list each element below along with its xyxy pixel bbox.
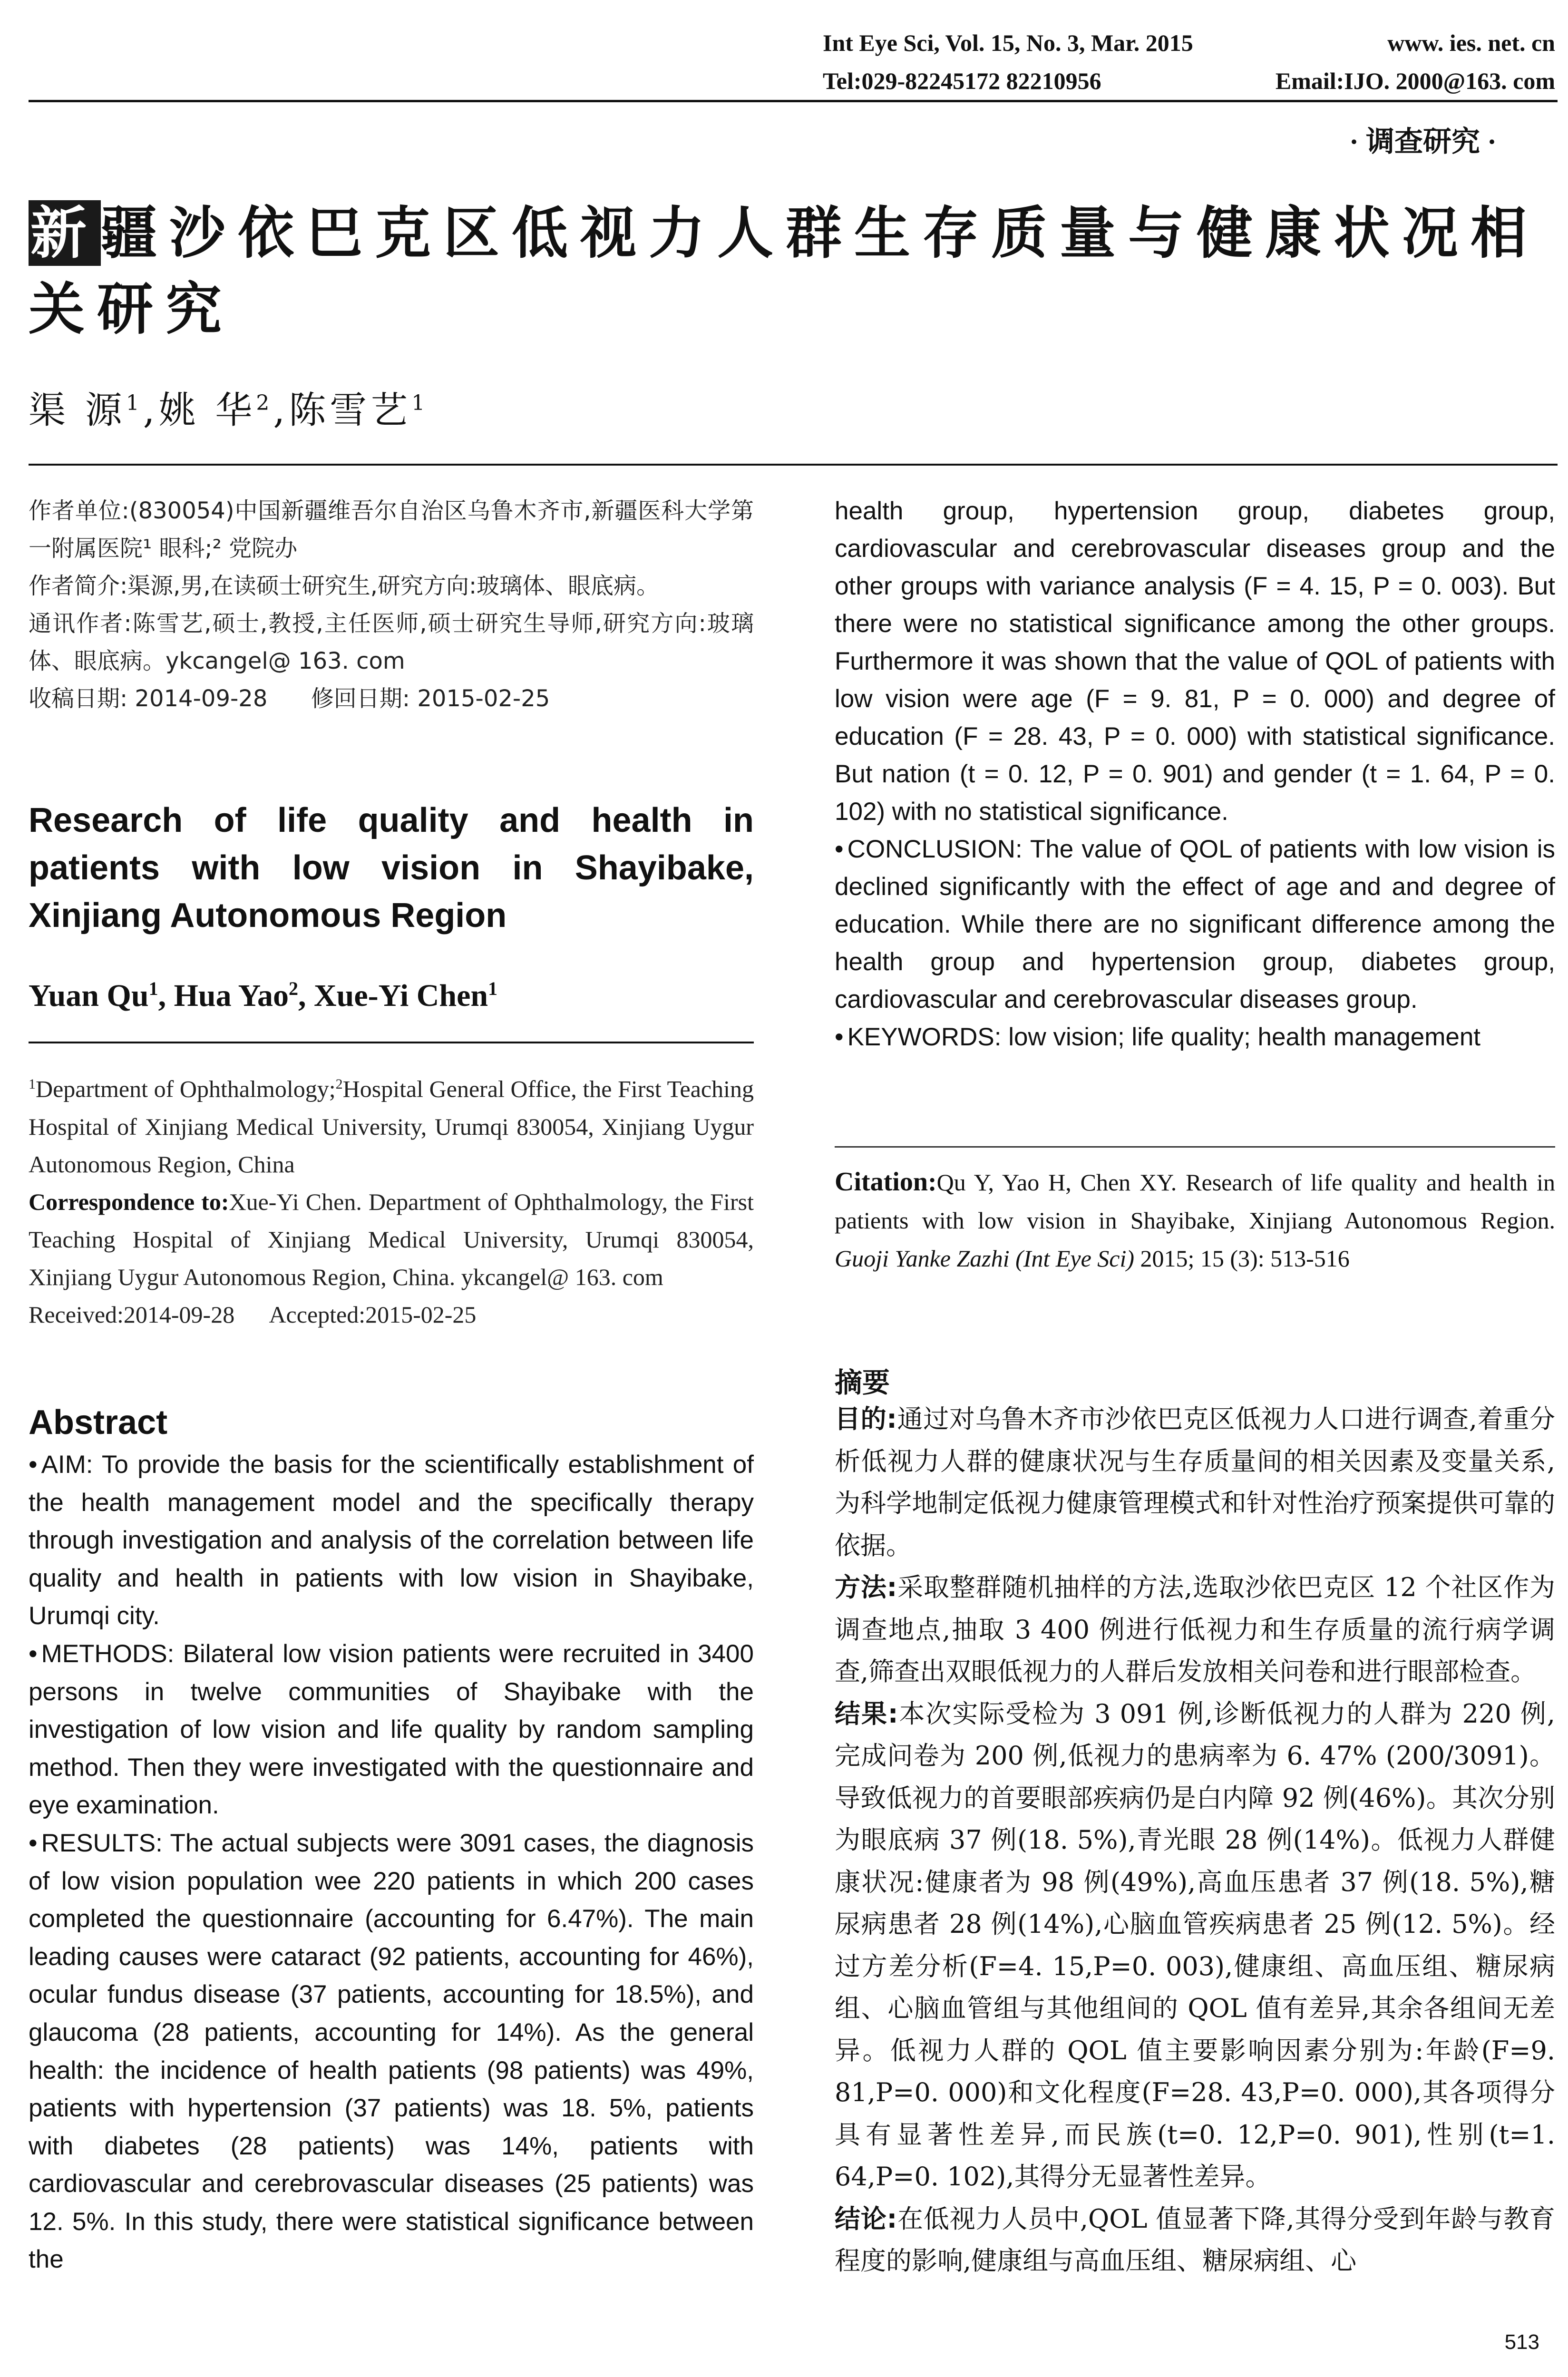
dates-cn: 收稿日期: 2014-09-28 修回日期: 2015-02-25 (29, 685, 550, 712)
citation-label: Citation: (835, 1167, 937, 1197)
abstract-keywords (835, 1018, 1555, 1056)
abstract-cn-conclusion-text: 在低视力人员中,QOL 值显著下降,其得分受到年龄与教育程度的影响,健康组与高血压组、糖尿病组、心 (835, 2203, 1555, 2276)
bullet-icon: • (29, 1829, 38, 1857)
author-name: 渠 源 (29, 389, 126, 432)
abstract-aim-text: AIM: To provide the basis for the scientifically establishment of the health management model and the specifically therapy through investigation and analysis of the correlation between life quality and health in patients with low vision in Shayibake, Urumqi city. (29, 1451, 754, 1630)
author-sup: 1 (148, 978, 158, 999)
abstract-results-continued: health group, hypertension group, diabetes group, cardiovascular and cerebrovascular diseases group and the other groups with variance analysis (F = 4. 15, P = 0. 003). But there were no statistical significance among the other groups. Furthermore it was shown that the value of QOL of patients with low vision were age (F = 9. 81, P = 0. 000) and degree of education (F = 28. 43, P = 0. 000) with statistical significance. But nation (t = 0. 12, P = 0. 901) and gender (t = 1. 64, P = 0. 102) with no statistical significance. (835, 497, 1555, 826)
author-intro-cn: 作者简介:渠源,男,在读硕士研究生,研究方向:玻璃体、眼底病。 (29, 573, 660, 599)
header-divider (29, 100, 1558, 102)
journal-header (823, 24, 1555, 100)
abstract-cn-results-label: 结果: (835, 1698, 898, 1729)
affil-office: Hospital General Office, the First Teaching Hospital of Xinjiang Medical University, Urumqi 830054, Xinjiang Uygur Autonomous Region, China (29, 1075, 754, 1178)
abstract-cn-aim-text: 通过对乌鲁木齐市沙依巴克区低视力人口进行调查,着重分析低视力人群的健康状况与生存质量间的相关因素及变量关系,为科学地制定低视力健康管理模式和针对性治疗预案提供可靠的依据。 (835, 1404, 1555, 1560)
author-sup: 1 (488, 978, 498, 999)
author-sup: 2 (289, 978, 299, 999)
authors-cn: 渠 源$^1$,姚 华$^2$,陈雪艺$^1$ (29, 389, 429, 432)
author-info-cn (29, 492, 754, 718)
bullet-icon: • (29, 1451, 38, 1479)
bullet-icon: • (835, 1023, 844, 1051)
journal-tel: Tel:029-82245172 82210956 (823, 68, 1101, 94)
bullet-icon: • (29, 1639, 38, 1668)
citation-text: Qu Y, Yao H, Chen XY. Research of life quality and health in patients with low vision in Shayibake, Xinjiang Autonomous Region. (835, 1169, 1555, 1234)
abstract-cn-conclusion (835, 2198, 1555, 2282)
citation (835, 1163, 1555, 1277)
abstract-cn-methods-text: 采取整群随机抽样的方法,选取沙依巴克区 12 个社区作为调查地点,抽取 3 400 例进行低视力和生存质量的流行病学调查,筛查出双眼低视力的人群后发放相关问卷和进行眼部检查。 (835, 1572, 1555, 1686)
paper-title-en: Research of life quality and health in patients with low vision in Shayibake, Xinjiang Autonomous Region (29, 801, 754, 935)
author-name: 陈雪艺 (289, 389, 412, 432)
authors-en-divider (29, 1042, 754, 1043)
correspondence-text: Xue-Yi Chen. Department of Ophthalmology, the First Teaching Hospital of Xinjiang Medical University, Urumqi 830054, Xinjiang Uygur Autonomous Region, China. ykcangel@ 163. com (29, 1188, 754, 1290)
author-name-en: Yuan Qu (29, 978, 149, 1013)
abstract-cn (835, 1398, 1555, 2282)
bullet-icon: • (835, 835, 844, 863)
author-name-en: Hua Yao (174, 978, 289, 1013)
correspondence-label: Correspondence to: (29, 1188, 229, 1215)
journal-email: Email:IJO. 2000@163. com (1275, 68, 1555, 94)
journal-volume-line: Int Eye Sci, Vol. 15, No. 3, Mar. 2015 (823, 29, 1193, 56)
abstract-heading-cn: 摘要 (835, 1366, 890, 1399)
abstract-cn-methods-label: 方法: (835, 1572, 897, 1602)
abstract-heading: Abstract (29, 1403, 168, 1442)
abstract-left-column (29, 1446, 754, 2279)
author-sup: 1 (126, 391, 143, 415)
abstract-methods (29, 1635, 754, 1824)
author-name: 姚 华 (158, 389, 256, 432)
received-accepted: Received:2014-09-28 Accepted:2015-02-25 (29, 1301, 477, 1328)
page-number: 513 (1504, 2330, 1539, 2354)
author-sup: 2 (256, 391, 273, 415)
citation-journal: Guoji Yanke Zazhi (Int Eye Sci) (835, 1245, 1135, 1272)
section-tag: · 调查研究 · (1349, 126, 1497, 157)
author-name-en: Xue-Yi Chen (314, 978, 488, 1013)
abstract-cn-results-text: 本次实际受检为 3 091 例,诊断低视力的人群为 220 例,完成问卷为 200 例,低视力的患病率为 6. 47% (200/3091)。导致低视力的首要眼部疾病仍是白内障 92 例(46%)。其次分别为眼底病 37 例(18. 5%),青光眼 28 例(14%)。低视力人群健康状况:健康者为 98 例(49%),高血压患者 37 例(18. 5%),糖尿病患者 28 例(14%),心脑血管疾病患者 25 例(12. 5%)。经过方差分析(F=4. 15,P=0. 003),健康组、高血压组、糖尿病组、心脑血管组与其他组间的 QOL 值有差异,其余各组间无差异。低视力人群的 QOL 值主要影响因素分别为:年龄(F=9. 81,P=0. 000)和文化程度(F=28. 43,P=0. 000),其各项得分具有显著性差异,而民族(t=0. 12,P=0. 901),性别(t=1. 64,P=0. 102),其得分无显著性差异。 (835, 1698, 1555, 2192)
citation-divider (835, 1146, 1555, 1148)
abstract-aim (29, 1446, 754, 1635)
title-rest: 疆沙依巴克区低视力人群生存质量与健康状况相关研究 (29, 200, 1539, 342)
affiliation-en (29, 1065, 754, 1334)
corresponding-author-cn: 通讯作者:陈雪艺,硕士,教授,主任医师,硕士研究生导师,研究方向:玻璃体、眼底病。ykcangel@ 163. com (29, 610, 754, 674)
author-sup: 1 (411, 391, 429, 415)
abstract-conclusion-text: CONCLUSION: The value of QOL of patients with low vision is declined significantly with the effect of age and and degree of education. While there are no significant difference among the health group and hypertension group, diabetes group, cardiovascular and cerebrovascular diseases group. (835, 835, 1555, 1013)
citation-tail: 2015; 15 (3): 513-516 (1140, 1245, 1350, 1272)
abstract-cn-methods (835, 1567, 1555, 1693)
abstract-cn-aim (835, 1398, 1555, 1567)
affil-dept: Department of Ophthalmology; (36, 1075, 336, 1102)
abstract-cn-results (835, 1693, 1555, 2198)
abstract-right-column (835, 492, 1555, 1056)
authors-en: Yuan Qu$^1$, Hua Yao$^2$, Xue-Yi Chen$^1$ (29, 978, 498, 1013)
abstract-keywords-text: KEYWORDS: low vision; life quality; health management (847, 1023, 1481, 1051)
abstract-methods-text: METHODS: Bilateral low vision patients were recruited in 3400 persons in twelve communities of Shayibake with the investigation of low vision and life quality by random sampling method. Then they were investigated with the questionnaire and eye examination. (29, 1639, 754, 1820)
journal-website: www. ies. net. cn (1387, 29, 1555, 56)
author-unit-cn: 作者单位:(830054)中国新疆维吾尔自治区乌鲁木齐市,新疆医科大学第一附属医院¹ 眼科;² 党院办 (29, 497, 754, 562)
affil-sup: 2 (335, 1076, 343, 1092)
authors-divider (29, 464, 1558, 466)
abstract-cn-aim-label: 目的: (835, 1404, 897, 1434)
abstract-results-text: RESULTS: The actual subjects were 3091 cases, the diagnosis of low vision population wee 220 patients in which 200 cases completed the questionnaire (accounting for 6.47%). The main leading causes were cataract (92 patients, accounting for 46%), ocular fundus disease (37 patients, accounting for 18.5%), and glaucoma (28 patients, accounting for 14%). As the general health: the incidence of health patients (98 patients) was 49%, patients with hypertension (37 patients) was 18. 5%, patients with diabetes (28 patients) was 14%, patients with cardiovascular and cerebrovascular diseases (25 patients) was 12. 5%. In this study, there were statistical significance between the (29, 1829, 754, 2274)
abstract-cn-conclusion-label: 结论: (835, 2203, 897, 2234)
affil-sup: 1 (29, 1076, 36, 1092)
paper-title-cn (29, 195, 1555, 347)
title-first-char: 新 (29, 200, 101, 266)
abstract-conclusion (835, 830, 1555, 1018)
abstract-results (29, 1824, 754, 2279)
